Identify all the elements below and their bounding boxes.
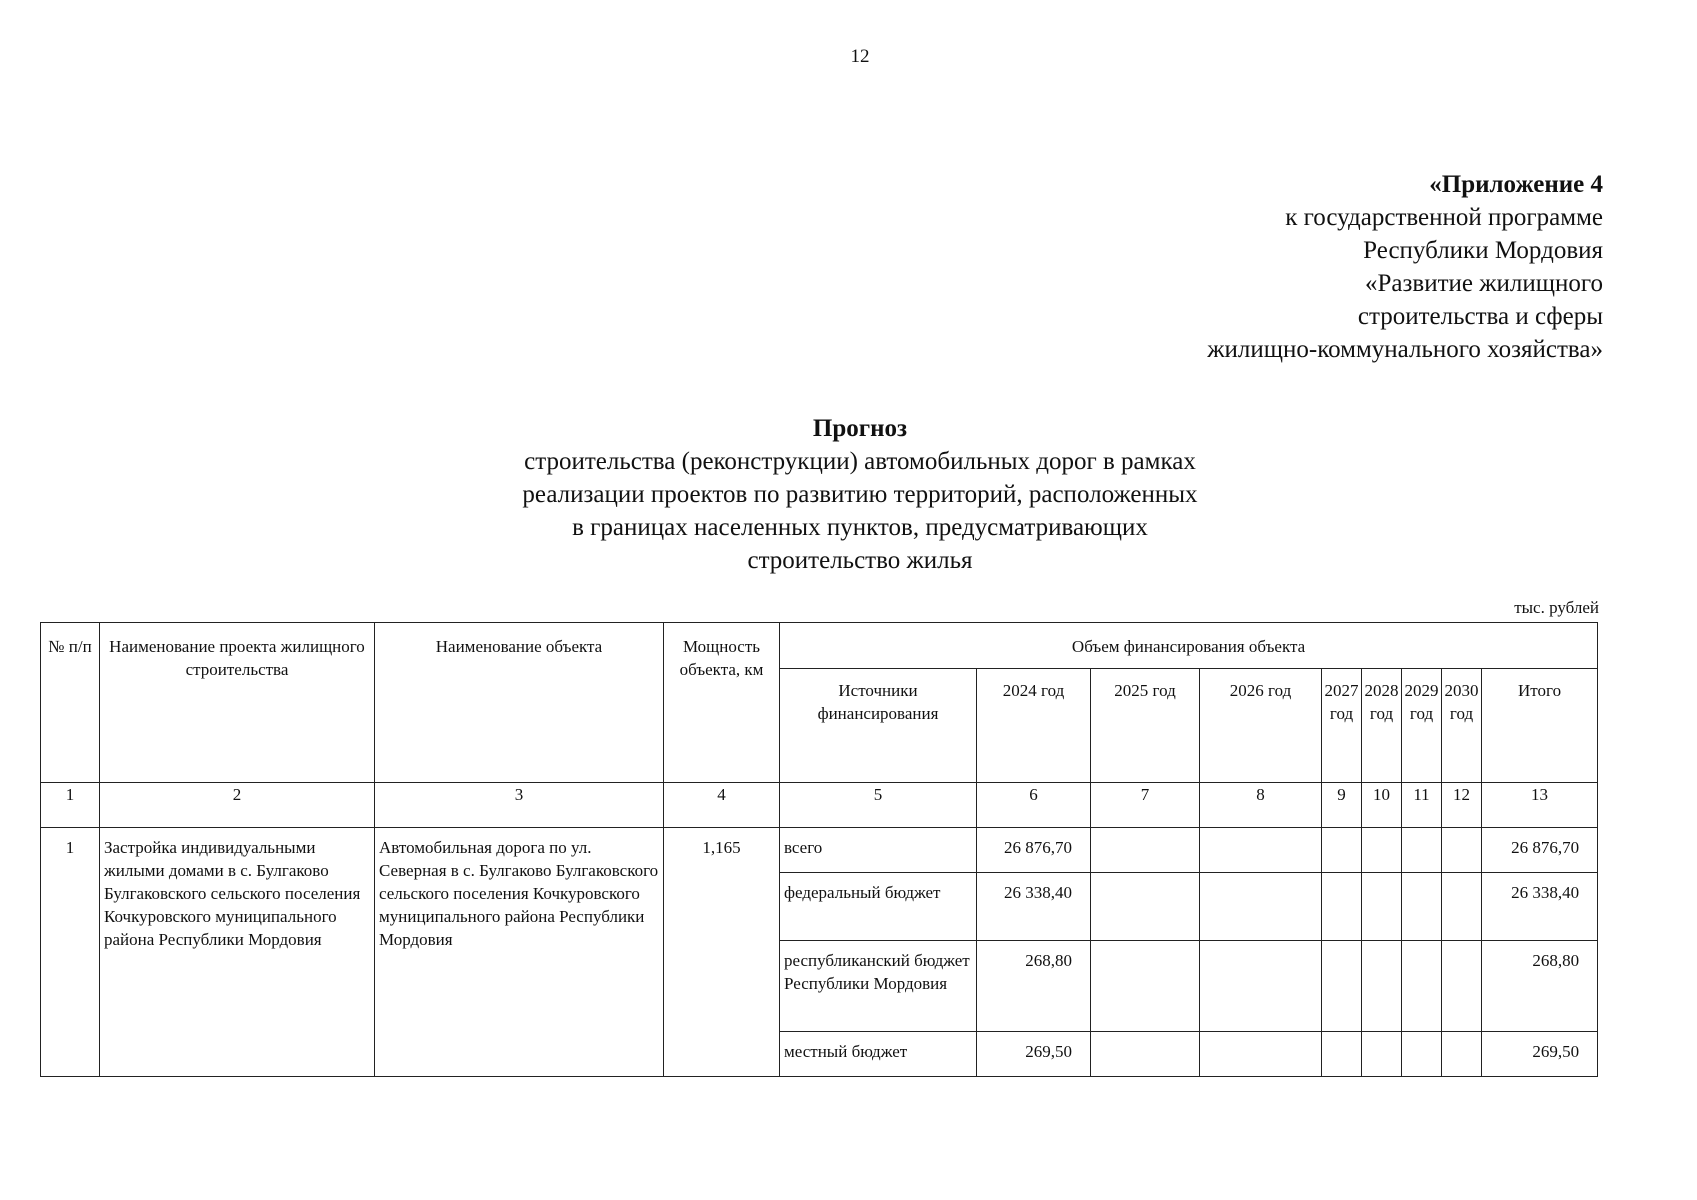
units-label: тыс. рублей: [1514, 598, 1599, 617]
header-2026: 2026 год: [1200, 669, 1322, 783]
value-2029: [1402, 1032, 1442, 1077]
value-2030: [1442, 828, 1482, 873]
value-2029: [1402, 873, 1442, 941]
column-number: 8: [1200, 783, 1322, 828]
page-number: 12: [850, 46, 870, 67]
header-sources: Источники финансирования: [780, 669, 977, 783]
value-2029: [1402, 941, 1442, 1032]
source-label: республиканский бюджет Республики Мордовия: [780, 941, 977, 1032]
column-number: 4: [664, 783, 780, 828]
header-2025: 2025 год: [1091, 669, 1200, 783]
column-number: 11: [1402, 783, 1442, 828]
header-2027: 2027 год: [1322, 669, 1362, 783]
header-capacity: Мощность объекта, км: [664, 623, 780, 783]
source-label: всего: [780, 828, 977, 873]
column-number: 3: [375, 783, 664, 828]
value-total: 26 876,70: [1482, 828, 1598, 873]
value-2030: [1442, 1032, 1482, 1077]
value-2024: 269,50: [977, 1032, 1091, 1077]
appendix-line: к государственной программе: [1285, 204, 1603, 231]
value-total: 269,50: [1482, 1032, 1598, 1077]
source-label: федеральный бюджет: [780, 873, 977, 941]
column-number: 13: [1482, 783, 1598, 828]
row-project: Застройка индивидуальными жилыми домами в с. Булгаково Булгаковского сельского поселения Кочкуровского муниципального района Республики Мордовия: [100, 828, 375, 1077]
column-number: 12: [1442, 783, 1482, 828]
appendix-line: жилищно-коммунального хозяйства»: [1207, 336, 1603, 363]
document-title: [0, 412, 1697, 577]
value-2026: [1200, 873, 1322, 941]
title-line: в границах населенных пунктов, предусматривающих: [572, 514, 1148, 541]
title-line: строительства (реконструкции) автомобильных дорог в рамках: [524, 448, 1196, 475]
value-2025: [1091, 941, 1200, 1032]
column-number: 5: [780, 783, 977, 828]
header-2024: 2024 год: [977, 669, 1091, 783]
value-2028: [1362, 941, 1402, 1032]
header-2030: 2030 год: [1442, 669, 1482, 783]
value-total: 268,80: [1482, 941, 1598, 1032]
table-row: [41, 828, 1598, 873]
value-2024: 268,80: [977, 941, 1091, 1032]
value-2027: [1322, 1032, 1362, 1077]
header-total: Итого: [1482, 669, 1598, 783]
title-heading: Прогноз: [812, 415, 908, 442]
header-num: № п/п: [41, 623, 100, 783]
value-2024: 26 876,70: [977, 828, 1091, 873]
source-label: местный бюджет: [780, 1032, 977, 1077]
value-2028: [1362, 1032, 1402, 1077]
value-2024: 26 338,40: [977, 873, 1091, 941]
header-object: Наименование объекта: [375, 623, 664, 783]
row-capacity: 1,165: [664, 828, 780, 1077]
value-2029: [1402, 828, 1442, 873]
value-2027: [1322, 941, 1362, 1032]
value-2028: [1362, 828, 1402, 873]
title-line: строительство жилья: [747, 547, 973, 574]
value-2026: [1200, 828, 1322, 873]
title-line: реализации проектов по развитию территорий, расположенных: [522, 481, 1198, 508]
value-2025: [1091, 1032, 1200, 1077]
value-2025: [1091, 873, 1200, 941]
header-2029: 2029 год: [1402, 669, 1442, 783]
value-2025: [1091, 828, 1200, 873]
value-2027: [1322, 828, 1362, 873]
column-number: 10: [1362, 783, 1402, 828]
header-row: [41, 623, 1598, 669]
appendix-block: [1207, 168, 1603, 366]
column-number: 6: [977, 783, 1091, 828]
header-2028: 2028 год: [1362, 669, 1402, 783]
value-2028: [1362, 873, 1402, 941]
row-num: 1: [41, 828, 100, 1077]
column-number: 9: [1322, 783, 1362, 828]
column-number: 2: [100, 783, 375, 828]
value-2027: [1322, 873, 1362, 941]
financing-table: [40, 622, 1598, 1077]
column-numbers-row: [41, 783, 1598, 828]
appendix-line: Республики Мордовия: [1363, 237, 1603, 264]
appendix-line: строительства и сферы: [1357, 303, 1603, 330]
header-financing: Объем финансирования объекта: [780, 623, 1598, 669]
row-object: Автомобильная дорога по ул. Северная в с. Булгаково Булгаковского сельского поселения Кочкуровского муниципального района Республики Мордовия: [375, 828, 664, 1077]
appendix-line: «Приложение 4: [1429, 171, 1603, 198]
value-2026: [1200, 1032, 1322, 1077]
value-2030: [1442, 941, 1482, 1032]
appendix-line: «Развитие жилищного: [1365, 270, 1603, 297]
column-number: 1: [41, 783, 100, 828]
value-2030: [1442, 873, 1482, 941]
column-number: 7: [1091, 783, 1200, 828]
header-project: Наименование проекта жилищного строительства: [100, 623, 375, 783]
value-2026: [1200, 941, 1322, 1032]
value-total: 26 338,40: [1482, 873, 1598, 941]
